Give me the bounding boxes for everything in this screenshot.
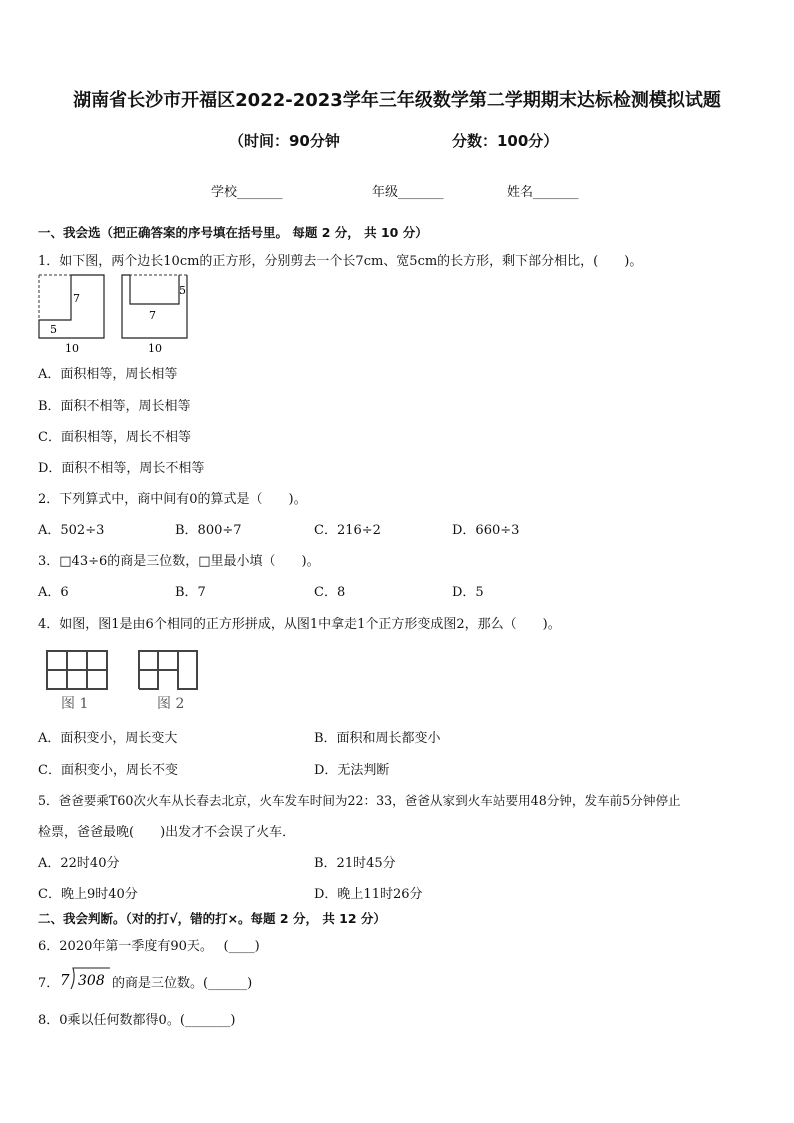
question-4-figure [42,646,212,714]
question-1-figure [36,272,196,356]
question-1-stem: 1．如下图，两个边长10cm的正方形，分别剪去一个长7cm、宽5cm的长方形，剩下部分相比，( )。 [38,254,643,269]
grade-field[interactable]: 年级_______ [372,185,444,200]
time-info: （时间：90分钟 [229,132,340,150]
q4-option-c[interactable]: C．面积变小，周长不变 [38,763,178,778]
square-figure-left [39,275,104,355]
q5-option-a[interactable]: A．22时40分 [38,856,120,871]
fig2-label: 图 2 [157,696,185,712]
fig-left-label-top: 7 [73,292,80,305]
divisor: 7 [60,971,70,989]
question-6: 6．2020年第一季度有90天。 (____) [38,939,260,954]
grid-figure-2 [139,651,197,689]
q1-option-a[interactable]: A．面积相等，周长相等 [38,367,178,382]
q4-option-d[interactable]: D．无法判断 [314,763,390,778]
grid-figure-1 [47,651,107,689]
question-3-stem: 3．□43÷6的商是三位数，□里最小填（ )。 [38,554,320,569]
q5-option-c[interactable]: C．晚上9时40分 [38,887,138,902]
question-8: 8．0乘以任何数都得0。(_______) [38,1013,236,1028]
question-2-stem: 2．下列算式中，商中间有0的算式是（ )。 [38,492,307,507]
question-7-number: 7． [38,976,60,991]
fig-left-label-base: 10 [65,342,79,355]
q2-option-b[interactable]: B．800÷7 [175,523,242,538]
q1-option-b[interactable]: B．面积不相等，周长相等 [38,399,191,414]
fig-right-label-inner: 7 [149,309,156,322]
dividend: 308 [78,973,105,989]
q3-option-c[interactable]: C．8 [314,585,346,600]
fig-left-label-bottom: 5 [50,323,57,336]
q3-option-d[interactable]: D．5 [452,585,484,600]
q2-option-a[interactable]: A．502÷3 [38,523,105,538]
fig-right-label-side: 5 [179,284,186,297]
section-2-heading: 二、我会判断。（对的打√，错的打×。每题 2 分， 共 12 分） [38,911,386,926]
q2-option-c[interactable]: C．216÷2 [314,523,381,538]
question-4-stem: 4．如图，图1是由6个相同的正方形拼成，从图1中拿走1个正方形变成图2，那么（ )。 [38,617,561,632]
q4-option-a[interactable]: A．面积变小，周长变大 [38,731,178,746]
q3-option-b[interactable]: B．7 [175,585,206,600]
square-figure-right [122,275,187,355]
score-info: 分数：100分） [452,132,559,150]
name-field[interactable]: 姓名_______ [507,185,579,200]
fig-right-label-base: 10 [148,342,162,355]
q1-option-c[interactable]: C．面积相等，周长不相等 [38,430,191,445]
school-field[interactable]: 学校_______ [211,185,283,200]
fig1-label: 图 1 [61,696,89,712]
q1-option-d[interactable]: D．面积不相等，周长不相等 [38,461,205,476]
section-1-heading: 一、我会选（把正确答案的序号填在括号里。 每题 2 分， 共 10 分） [38,225,428,240]
q3-option-a[interactable]: A．6 [38,585,69,600]
q5-option-d[interactable]: D．晚上11时26分 [314,887,423,902]
q2-option-d[interactable]: D．660÷3 [452,523,520,538]
question-5-stem-line-1: 5．爸爸要乘T60次火车从长春去北京，火车发车时间为22：33，爸爸从家到火车站要用48分钟，发车前5分钟停止 [38,793,681,808]
long-division-figure [58,966,112,992]
q5-option-b[interactable]: B．21时45分 [314,856,396,871]
question-5-stem-line-2: 检票，爸爸最晚( )出发才不会误了火车． [38,825,296,840]
q4-option-b[interactable]: B．面积和周长都变小 [314,731,441,746]
question-7-text: 的商是三位数。(______) [112,976,253,991]
exam-title: 湖南省长沙市开福区2022-2023学年三年级数学第二学期期末达标检测模拟试题 [73,90,721,111]
